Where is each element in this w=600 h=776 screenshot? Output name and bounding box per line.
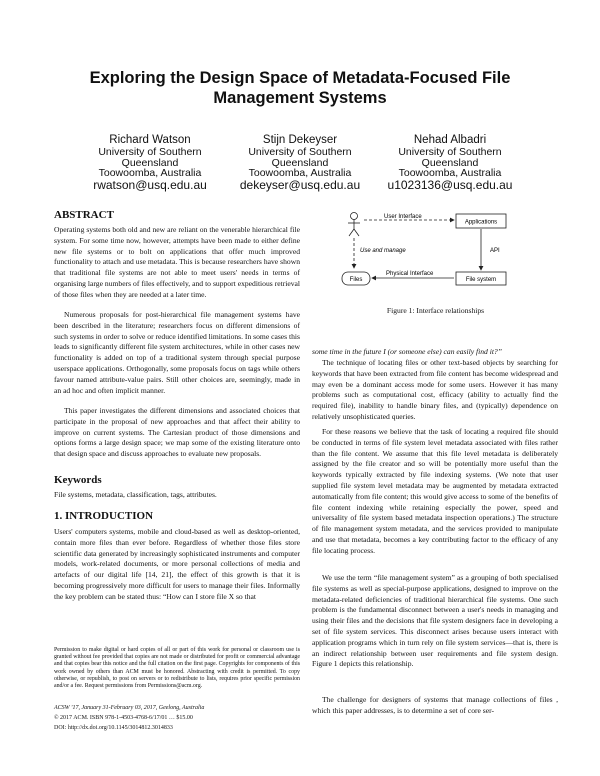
author-affiliation: Queensland xyxy=(271,156,329,169)
applications-label: Applications xyxy=(464,219,498,226)
introduction-paragraph-1: Users' computers systems, mobile and cloud-based as well as desktop-oriented, contain more files than ever before. Regardless of whether those files store scientific data generated by increasingly sophisticated instruments and computer models, work-related documents, or more personal collections of media and artefacts of our digital life [14, 21], the effect of this growth is that it is becoming progressively more difficult for users to manage their files. Informally the key problem can be stated thus: “How can I store file X so that xyxy=(54,527,300,601)
right-paragraph-0: some time in the future I (or someone else) can easily find it?” xyxy=(312,347,502,356)
author-location: Toowoomba, Australia xyxy=(248,167,352,179)
abstract-paragraph-2: Numerous proposals for post-hierarchical file management systems have been described in the literature; researchers focus on different dimensions of such systems in order to solve or reduce identified limitations. In some cases this leads to significantly different file system architectures, while in other cases new functionality is added on top of a traditional system through special purpose userspace applications. Orthogonally, some proposals focus on tags while others favour named attribute-value pairs. Still other choices are, seemingly, made in an ad hoc and often implicit manner. xyxy=(54,310,300,395)
title-line-2: Management Systems xyxy=(213,89,387,107)
right-paragraph-4: The challenge for designers of systems that manage collections of files , which this paper addresses, is to determine a set of core ser- xyxy=(312,695,558,715)
api-label: API xyxy=(490,248,500,254)
author-name: Nehad Albadri xyxy=(413,134,487,146)
author-name: Richard Watson xyxy=(109,134,191,146)
author-affiliation: Queensland xyxy=(121,156,179,169)
use-and-manage-label: Use and manage xyxy=(360,248,406,254)
author-email: u1023136@usq.edu.au xyxy=(387,177,513,192)
keywords-text: File systems, metadata, classification, tags, attributes. xyxy=(54,490,217,499)
permission-notice: Permission to make digital or hard copies of all or part of this work for personal or classroom use is granted without fee provided that copies are not made or distributed for profit or commercial advantage and that copies bear this notice and the full citation on the first page. Copyrights for components of this work owned by others than ACM must be honored. Abstracting with credit is permitted. To copy otherwise, or republish, to post on servers or to redistribute to lists, requires prior specific permission and/or a fee. Request permissions from Permissions@acm.org. xyxy=(54,647,300,690)
user-interface-label: User Interface xyxy=(384,214,422,220)
author-affiliation: Queensland xyxy=(421,156,479,169)
author-location: Toowoomba, Australia xyxy=(98,167,202,179)
author-email: rwatson@usq.edu.au xyxy=(93,177,207,192)
introduction-heading: 1. INTRODUCTION xyxy=(54,510,154,522)
author-affiliation: University of Southern xyxy=(98,146,202,158)
author-block-3 xyxy=(375,133,525,191)
file-system-label: File system xyxy=(465,277,497,283)
title-line-1: Exploring the Design Space of Metadata-Focused File xyxy=(89,69,511,87)
files-label: Files xyxy=(349,277,363,283)
abstract-paragraph-3: This paper investigates the different dimensions and associated choices that participate in the proposal of new approaches and that affect their ability to improve on current systems. The Cartesian product of those dimensions and options forms a large design space; we map some of the existing literature onto that design space and discuss approaches to evaluate new proposals. xyxy=(54,406,300,459)
right-paragraph-1: The technique of locating files or other text-based objects by searching for keywords that have been extracted from file content has become widespread and may even be a dominant access mode for some users. However it has many problems such as computational cost, efficacy (ability to actually find the required file), inability to handle binary files, and (typically) dependence on relatively unsophisticated queries. xyxy=(312,358,558,421)
author-email: dekeyser@usq.edu.au xyxy=(239,177,361,192)
keywords-heading: Keywords xyxy=(54,474,102,486)
copyright-info: © 2017 ACM. ISBN 978-1-4503-4768-6/17/01 … $15.00 xyxy=(54,715,193,721)
author-location: Toowoomba, Australia xyxy=(398,167,502,179)
author-name: Stijn Dekeyser xyxy=(262,134,338,146)
abstract-heading: ABSTRACT xyxy=(54,209,114,221)
right-paragraph-2: For these reasons we believe that the task of locating a required file should be conducted in terms of file system level metadata associated with files rather than the file content. We assume that this file level metadata is deliberately assigned by the file creator and so will be potentially more useful than the keywords typically extracted by file indexing systems. (We note that user supplied file system level metadata may be augmented by metadata extracted automatically from file content; this would give access to some of the benefits of file content indexing while retaining especially the power, speed and universality of file system based metadata inspection operations.) The structure of file management system metadata, and the services provided to manipulate and use that metadata, becomes a key contributing factor to the efficacy of any file locating process. xyxy=(312,427,558,555)
user-stick-figure-icon xyxy=(348,213,360,237)
venue-info: ACSW '17, January 31-February 03, 2017, Geelong, Australia xyxy=(54,705,205,711)
interface-relationships-figure xyxy=(320,208,560,308)
author-block-1 xyxy=(75,133,225,191)
right-paragraph-3: We use the term “file management system” as a grouping of both specialised file systems as well as special-purpose applications, designed to improve on the metadata-related deficiencies of traditional hierarchical file systems. One such problem is the fundamental disconnect between a user's needs in managing and using their files and the decisions that file system designers face in developing a set of file system services. This disconnect arises because users interact with application programs which in turn rely on file system services—that is, there is an indirect relationship between user requirements and file system design. Figure 1 depicts this relationship. xyxy=(312,573,558,669)
author-block-2 xyxy=(225,133,375,191)
physical-interface-label: Physical Interface xyxy=(386,271,434,277)
author-affiliation: University of Southern xyxy=(248,146,352,158)
author-affiliation: University of Southern xyxy=(398,146,502,158)
figure-caption: Figure 1: Interface relationships xyxy=(386,306,485,315)
doi-info: DOI: http://dx.doi.org/10.1145/3014812.3014833 xyxy=(54,725,173,731)
abstract-paragraph-1: Operating systems both old and new are reliant on the venerable hierarchical file system. For some time now, however, attempts have been made to either define new file systems or to bolt on applications that offer much improved functionality to attach and use metadata. This is because researchers have shown that traditional file systems are not able to meet users' needs in terms of organising large numbers of files effectively, and to support expeditious retrieval of those files when they are needed at a later time. xyxy=(54,225,300,299)
paper-title xyxy=(40,68,560,108)
